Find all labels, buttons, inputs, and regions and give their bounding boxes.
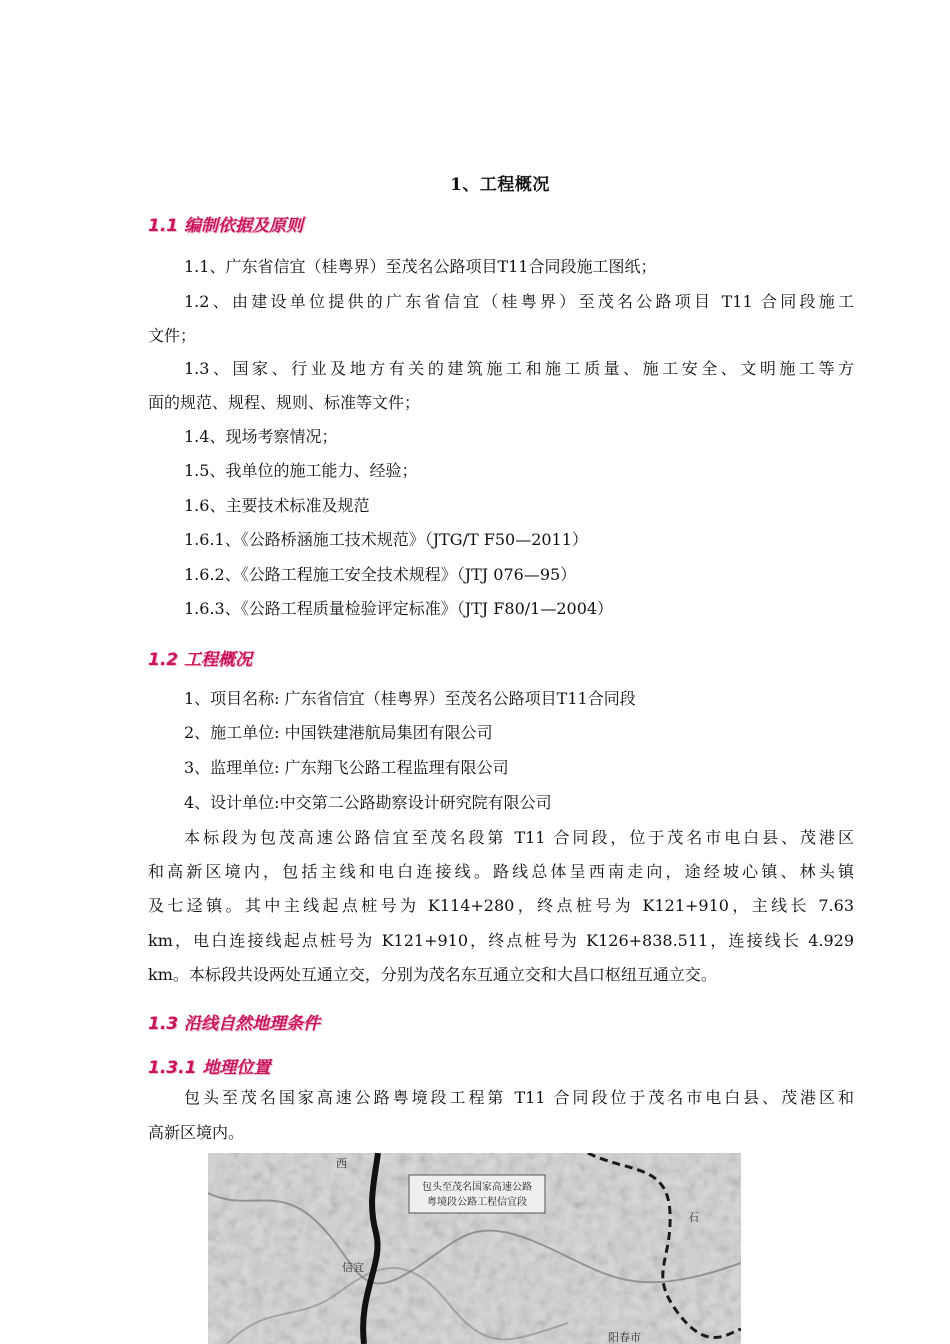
basis-item: 1.4、现场考察情况； [184,427,338,446]
map-label-line: 粤境段公路工程信宜段 [427,1197,527,1208]
project-info-item: 1、项目名称: 广东省信宜（桂粤界）至茂名公路项目T11合同段 [184,689,636,708]
project-info-item: 3、监理单位: 广东翔飞公路工程监理有限公司 [184,758,509,777]
basis-item: 1.5、我单位的施工能力、经验； [184,461,418,480]
basis-item: 1.6、主要技术标准及规范 [184,496,370,515]
route-location-map [208,1153,741,1344]
place-label: 阳春市 [608,1331,641,1344]
subsection-heading-1-3-1: 1.3.1 地理位置 [148,1058,271,1078]
standard-item: 1.6.2、《公路工程施工安全技术规程》（JTJ 076—95） [184,565,577,584]
overview-paragraph-line: km。本标段共设两处互通立交，分别为茂名东互通立交和大昌口枢纽互通立交。 [148,965,717,984]
section-heading-1-2: 1.2 工程概况 [148,650,253,670]
section-heading-1-1: 1.1 编制依据及原则 [148,216,304,236]
section-heading-1-3: 1.3 沿线自然地理条件 [148,1014,321,1034]
basis-item: 1.3、国家、行业及地方有关的建筑施工和施工质量、施工安全、文明施工等方 [184,359,854,378]
overview-paragraph-line: 及七迳镇。其中主线起点桩号为 K114+280，终点桩号为 K121+910，主线长 7.63 [148,896,854,915]
location-paragraph-line: 高新区境内。 [148,1123,245,1142]
place-label: 信宜 [342,1261,364,1274]
page-title: 1、工程概况 [450,175,550,195]
project-info-item: 4、设计单位:中交第二公路勘察设计研究院有限公司 [184,793,552,812]
overview-paragraph-line: 和高新区境内，包括主线和电白连接线。路线总体呈西南走向，途经坡心镇、林头镇 [148,862,854,881]
standard-item: 1.6.3、《公路工程质量检验评定标准》（JTJ F80/1—2004） [184,599,614,618]
basis-item: 1.2、由建设单位提供的广东省信宜（桂粤界）至茂名公路项目 T11 合同段施工 [184,292,854,311]
place-label: 石 [688,1211,699,1224]
place-label: 西 [336,1157,347,1170]
map-graphic [208,1153,741,1344]
project-info-item: 2、施工单位: 中国铁建港航局集团有限公司 [184,723,493,742]
basis-item-cont: 面的规范、规程、规则、标准等文件； [148,393,421,412]
overview-paragraph-line: 本标段为包茂高速公路信宜至茂名段第 T11 合同段，位于茂名市电白县、茂港区 [184,828,854,847]
standard-item: 1.6.1、《公路桥涵施工技术规范》（JTG/T F50—2011） [184,530,588,549]
overview-paragraph-line: km，电白连接线起点桩号为 K121+910，终点桩号为 K126+838.511，连接线长 4.929 [148,931,854,950]
basis-item: 1.1、广东省信宜（桂粤界）至茂名公路项目T11合同段施工图纸； [184,257,657,276]
basis-item-cont: 文件； [148,326,197,345]
location-paragraph-line: 包头至茂名国家高速公路粤境段工程第 T11 合同段位于茂名市电白县、茂港区和 [184,1088,854,1107]
map-label-line: 包头至茂名国家高速公路 [422,1182,532,1193]
